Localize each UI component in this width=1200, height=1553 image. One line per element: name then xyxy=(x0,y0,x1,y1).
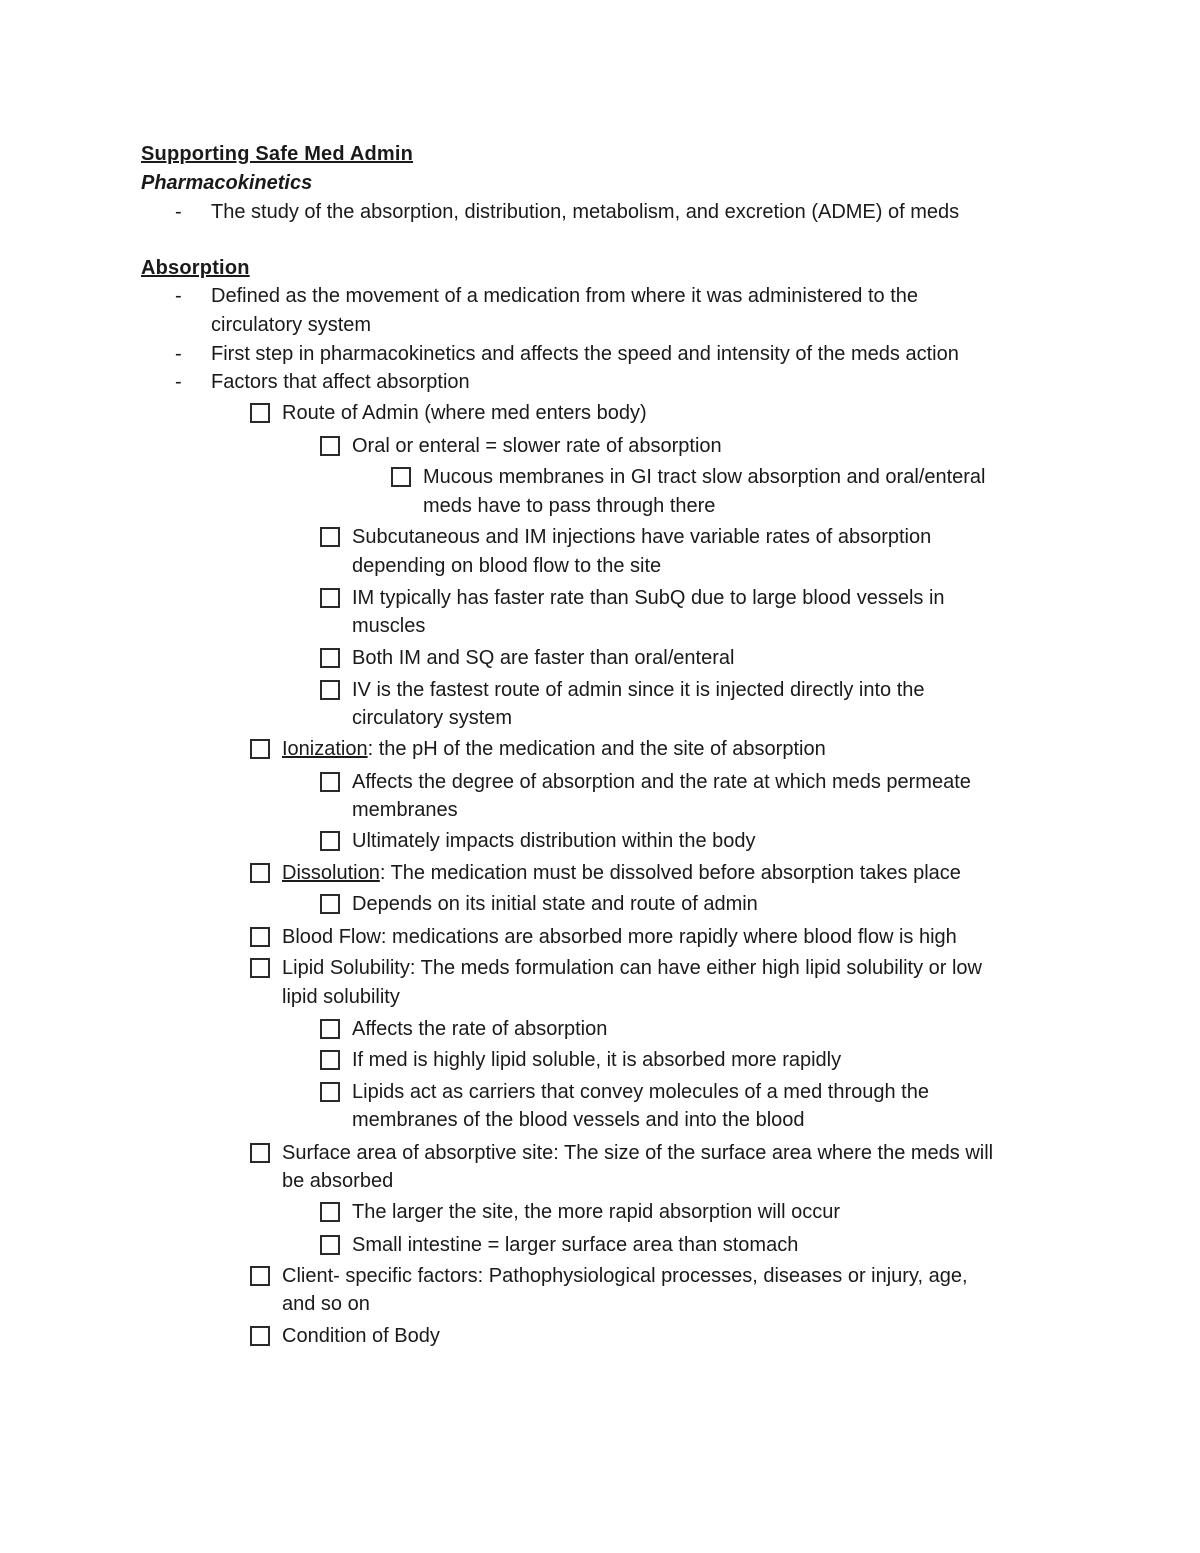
item-blood-flow: Blood Flow: medications are absorbed more rapidly where blood flow is high xyxy=(282,926,957,948)
document-title: Supporting Safe Med Admin xyxy=(141,143,414,165)
checkbox-icon[interactable] xyxy=(250,958,270,978)
checkbox-icon[interactable] xyxy=(320,1050,340,1070)
checkbox-icon[interactable] xyxy=(250,1266,270,1286)
item-ion-a-line1: Affects the degree of absorption and the rate at which meds permeate xyxy=(352,771,971,793)
checkbox-icon[interactable] xyxy=(250,403,270,423)
checkbox-icon[interactable] xyxy=(320,588,340,608)
checkbox-icon[interactable] xyxy=(320,648,340,668)
checkbox-icon[interactable] xyxy=(320,894,340,914)
bullet-definition-line1: Defined as the movement of a medication from where it was administered to the xyxy=(211,285,919,307)
absorption-heading: Absorption xyxy=(141,257,250,279)
item-mucous-line1: Mucous membranes in GI tract slow absorption and oral/enteral xyxy=(423,466,986,488)
item-route-of-admin: Route of Admin (where med enters body) xyxy=(282,402,647,424)
item-client-line2: and so on xyxy=(282,1293,370,1315)
checkbox-icon[interactable] xyxy=(320,1235,340,1255)
item-im-line1: IM typically has faster rate than SubQ due to large blood vessels in xyxy=(352,587,945,609)
item-ionization xyxy=(282,735,826,763)
item-lipid-a: Affects the rate of absorption xyxy=(352,1018,608,1040)
ionization-term: Ionization xyxy=(282,738,368,760)
checkbox-icon[interactable] xyxy=(320,436,340,456)
item-ion-b: Ultimately impacts distribution within the body xyxy=(352,830,756,852)
bullet-dash: - xyxy=(175,343,182,365)
checkbox-icon[interactable] xyxy=(320,1019,340,1039)
item-both: Both IM and SQ are faster than oral/enteral xyxy=(352,647,735,669)
bullet-factors: Factors that affect absorption xyxy=(211,371,470,393)
item-diss-a: Depends on its initial state and route of admin xyxy=(352,893,758,915)
item-lipid-line1: Lipid Solubility: The meds formulation can have either high lipid solubility or low xyxy=(282,957,982,979)
item-lipid-c-line1: Lipids act as carriers that convey molecules of a med through the xyxy=(352,1081,929,1103)
bullet-first-step: First step in pharmacokinetics and affects the speed and intensity of the meds action xyxy=(211,343,959,365)
checkbox-icon[interactable] xyxy=(320,1202,340,1222)
item-ion-a-line2: membranes xyxy=(352,799,458,821)
checkbox-icon[interactable] xyxy=(250,1143,270,1163)
item-surface-a: The larger the site, the more rapid absorption will occur xyxy=(352,1201,841,1223)
bullet-dash: - xyxy=(175,285,182,307)
checkbox-icon[interactable] xyxy=(320,772,340,792)
bullet-dash: - xyxy=(175,371,182,393)
item-mucous-line2: meds have to pass through there xyxy=(423,495,716,517)
checkbox-icon[interactable] xyxy=(391,467,411,487)
bullet-dash: - xyxy=(175,201,182,223)
item-subq-line1: Subcutaneous and IM injections have variable rates of absorption xyxy=(352,526,932,548)
dissolution-term: Dissolution xyxy=(282,862,380,884)
item-lipid-b: If med is highly lipid soluble, it is absorbed more rapidly xyxy=(352,1049,842,1071)
item-surface-b: Small intestine = larger surface area than stomach xyxy=(352,1234,799,1256)
bullet-definition-line2: circulatory system xyxy=(211,314,372,336)
item-im-line2: muscles xyxy=(352,615,426,637)
pk-definition: The study of the absorption, distribution, metabolism, and excretion (ADME) of meds xyxy=(211,201,960,223)
item-lipid-c-line2: membranes of the blood vessels and into the blood xyxy=(352,1109,805,1131)
item-lipid-line2: lipid solubility xyxy=(282,986,400,1008)
checkbox-icon[interactable] xyxy=(250,739,270,759)
item-oral: Oral or enteral = slower rate of absorption xyxy=(352,435,722,457)
item-condition-of-body: Condition of Body xyxy=(282,1325,440,1347)
dissolution-description: : The medication must be dissolved before absorption takes place xyxy=(379,862,961,884)
item-surface-line1: Surface area of absorptive site: The size of the surface area where the meds will xyxy=(282,1142,994,1164)
checkbox-icon[interactable] xyxy=(320,527,340,547)
item-dissolution xyxy=(282,859,961,887)
checkbox-icon[interactable] xyxy=(250,863,270,883)
checkbox-icon[interactable] xyxy=(250,927,270,947)
item-surface-line2: be absorbed xyxy=(282,1170,394,1192)
checkbox-icon[interactable] xyxy=(320,680,340,700)
item-subq-line2: depending on blood flow to the site xyxy=(352,555,662,577)
item-iv-line1: IV is the fastest route of admin since it is injected directly into the xyxy=(352,679,925,701)
section-subtitle-pharmacokinetics: Pharmacokinetics xyxy=(141,172,313,194)
checkbox-icon[interactable] xyxy=(320,1082,340,1102)
checkbox-icon[interactable] xyxy=(250,1326,270,1346)
checkbox-icon[interactable] xyxy=(320,831,340,851)
item-iv-line2: circulatory system xyxy=(352,707,513,729)
item-client-line1: Client- specific factors: Pathophysiological processes, diseases or injury, age, xyxy=(282,1265,968,1287)
ionization-description: : the pH of the medication and the site of absorption xyxy=(367,738,826,760)
